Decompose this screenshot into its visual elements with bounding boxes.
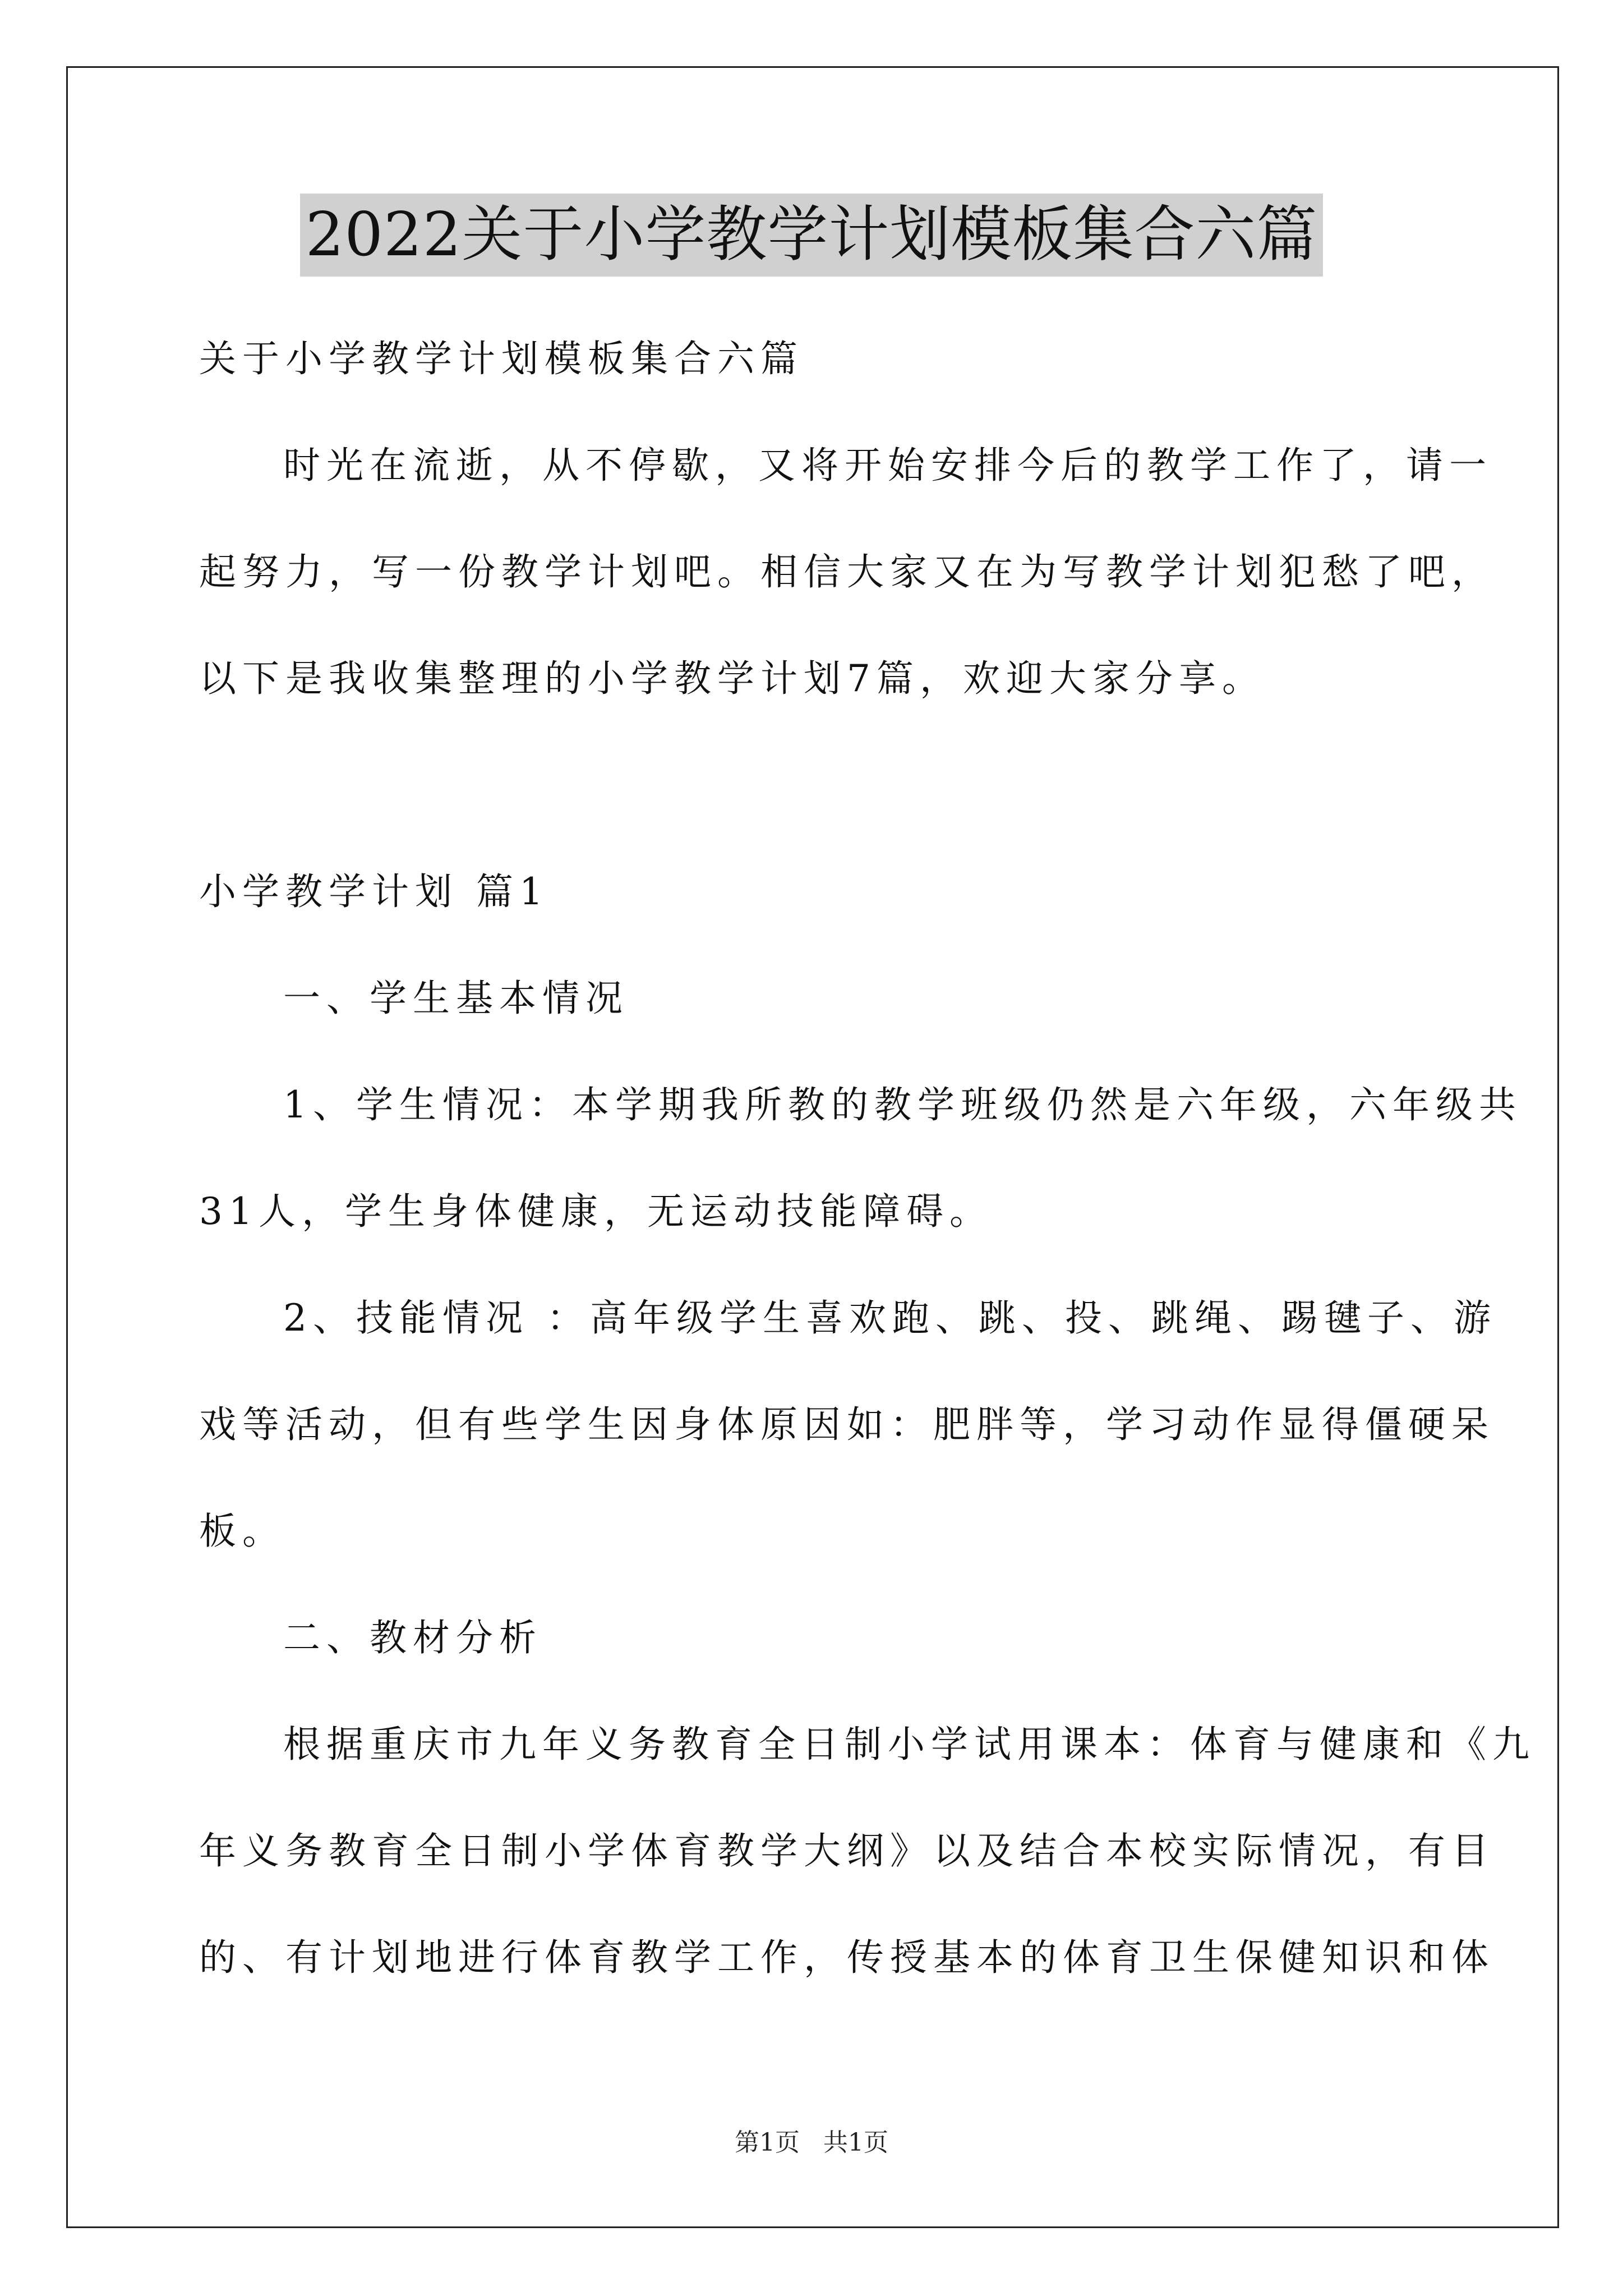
part-heading: 二、教材分析 (283, 1616, 542, 1659)
paragraph-line: 年义务教育全日制小学体育教学大纲》以及结合本校实际情况，有目 (199, 1829, 1495, 1872)
subtitle: 关于小学教学计划模板集合六篇 (199, 337, 804, 380)
paragraph-line: 根据重庆市九年义务教育全日制小学试用课本：体育与健康和《九 (283, 1723, 1536, 1766)
paragraph-line: 31人，学生身体健康，无运动技能障碍。 (199, 1190, 993, 1233)
paragraph-line: 的、有计划地进行体育教学工作，传授基本的体育卫生保健知识和体 (199, 1936, 1495, 1979)
paragraph-line: 2、技能情况 ：高年级学生喜欢跑、跳、投、跳绳、踢毽子、游 (283, 1296, 1497, 1340)
paragraph-line: 板。 (199, 1510, 285, 1553)
part-heading: 一、学生基本情况 (283, 977, 629, 1020)
page-number-current: 第1页 (735, 2128, 800, 2157)
paragraph-line: 戏等活动，但有些学生因身体原因如：肥胖等，学习动作显得僵硬呆 (199, 1403, 1495, 1446)
intro-line: 起努力，写一份教学计划吧。相信大家又在为写教学计划犯愁了吧， (199, 550, 1495, 593)
section-heading: 小学教学计划 篇1 (199, 870, 549, 913)
title-container (0, 194, 1623, 277)
document-title: 2022关于小学教学计划模板集合六篇 (300, 194, 1324, 277)
page-footer (0, 2126, 1623, 2160)
intro-line: 以下是我收集整理的小学教学计划7篇，欢迎大家分享。 (199, 657, 1265, 700)
paragraph-line: 1、学生情况：本学期我所教的教学班级仍然是六年级，六年级共 (283, 1083, 1522, 1126)
intro-line: 时光在流逝，从不停歇，又将开始安排今后的教学工作了，请一 (283, 444, 1492, 487)
page-number-total: 共1页 (823, 2128, 888, 2157)
document-body (199, 306, 1536, 2011)
